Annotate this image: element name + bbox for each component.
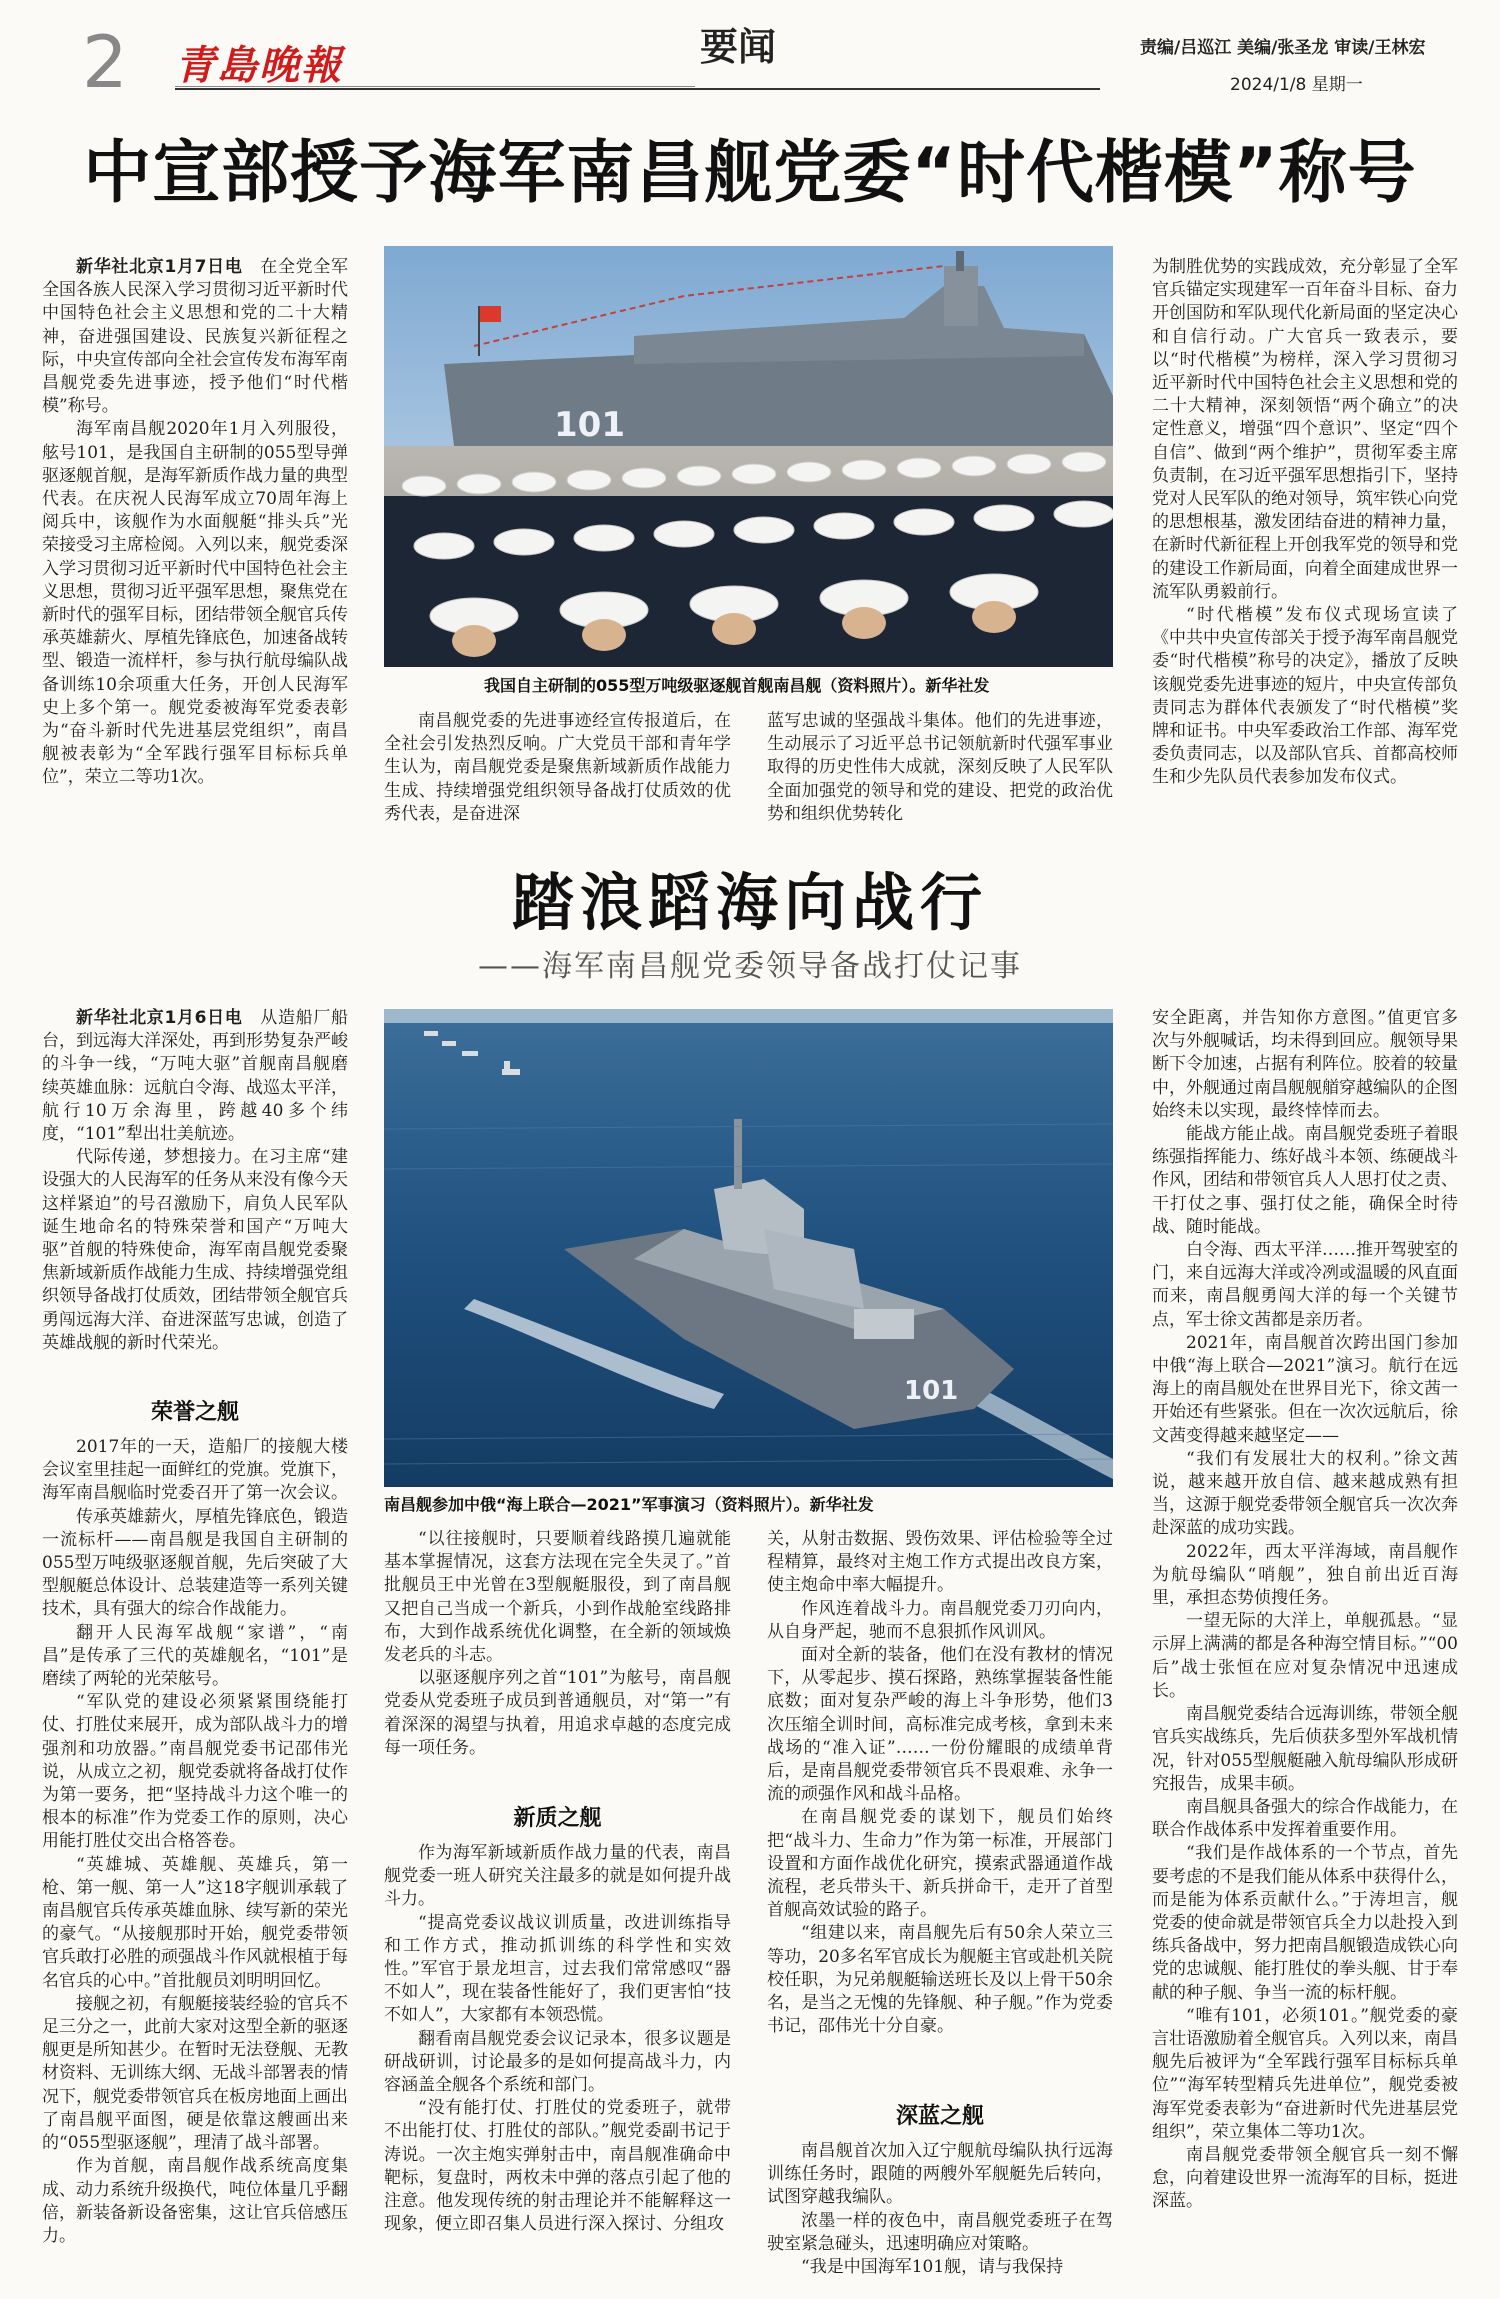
article2-paragraph: 翻看南昌舰党委会议记录本，很多议题是研战研训，讨论最多的是如何提高战斗力，内容涵盖全舰各个系统和部门。 — [384, 2028, 731, 2096]
page-number: 2 — [82, 20, 128, 104]
article2-paragraph: 2022年，西太平洋海域，南昌舰作为航母编队“哨舰”，独自前出近百海里，承担态势侦搜任务。 — [1152, 1541, 1458, 1609]
article2-paragraph: “提高党委议战议训质量，改进训练指导和工作方式，推动抓训练的科学性和实效性。”军官于景龙坦言，过去我们常常感叹“器不如人”，现在装备性能好了，我们更害怕“技不如人”，大家都有本领恐慌。 — [384, 1912, 731, 2026]
article2-paragraph: “军队党的建设必须紧紧围绕能打仗、打胜仗来展开，成为部队战斗力的增强剂和功放器。”南昌舰党委书记邵伟光说，从成立之初，舰党委就将备战打仗作为第一要务，把“坚持战斗力这个唯一的根本的标准”作为党委工作的原则，决心用能打胜仗交出合格答卷。 — [42, 1692, 348, 1852]
newspaper-logo: 青島晚報 — [175, 42, 343, 89]
article2-paragraph: 白令海、西太平洋……推开驾驶室的门，来自远海大洋或冷冽或温暖的风直面而来，南昌舰勇闯大洋的每一个关键节点，军士徐文茜都是亲历者。 — [1152, 1240, 1458, 1330]
header-rule — [175, 88, 1100, 90]
section-title: 要闻 — [700, 25, 777, 69]
feature-headline: 踏浪蹈海向战行 — [511, 866, 988, 939]
subhead-new-quality: 新质之舰 — [513, 1806, 602, 1831]
photo1-caption: 我国自主研制的055型万吨级驱逐舰首舰南昌舰（资料照片）。新华社发 — [484, 676, 990, 695]
article1-column-2 — [384, 710, 731, 838]
article1-dateline: 新华社北京1月7日电 — [76, 257, 243, 277]
article2-paragraph: 传承英雄薪火，厚植先锋底色，锻造一流标杆——南昌舰是我国自主研制的055型万吨级驱逐舰首舰，先后突破了大型舰艇总体设计、总装建造等一系列关键技术，具有强大的综合作战能力。 — [42, 1506, 348, 1620]
article2-paragraph: 安全距离，并告知你方意图。”值更官多次与外舰喊话，均未得到回应。舰领导果断下令加速，占据有利阵位。胶着的较量中，外舰通过南昌舰舰艏穿越编队的企图始终未以实现，最终悻悻而去。 — [1152, 1008, 1458, 1121]
article2-paragraph: “唯有101，必须101。”舰党委的豪言壮语激励着全舰官兵。入列以来，南昌舰先后被评为“全军践行强军目标标兵单位”“海军转型精兵先进单位”，舰党委被海军党委表彰为“奋进新时代先进基层党组织”，荣立集体二等功1次。 — [1152, 2005, 1458, 2142]
article2-paragraph: “我们有发展壮大的权利。”徐文茜说，越来越开放自信、越来越成熟有担当，这源于舰党委带领全舰官兵一次次奔赴深蓝的成功实践。 — [1152, 1448, 1458, 1539]
article1-column-3 — [767, 710, 1113, 838]
article2-column-1 — [42, 1436, 348, 2294]
article2-paragraph: 翻开人民海军战舰“家谱”，“南昌”是传承了三代的英雄舰名，“101”是磨续了两轮的光荣舷号。 — [42, 1622, 348, 1690]
article2-column-1-intro — [42, 1007, 348, 1385]
article1-paragraph: 海军南昌舰2020年1月入列服役，舷号101，是我国自主研制的055型导弹驱逐舰首舰，是海军新质作战力量的典型代表。在庆祝人民海军成立70周年海上阅兵中，该舰作为水面舰艇“排头兵”光荣接受习主席检阅。入列以来，舰党委深入学习贯彻习近平新时代中国特色社会主义思想，贯彻习近平强军思想，聚焦党在新时代的强军目标，团结带领全舰官兵传承英雄薪火、厚植先锋底色，加速备战转型、锻造一流样杆，参与执行航母编队战备训练10余项重大任务，开创人民海军史上多个第一。舰党委被海军党委表彰为“奋斗新时代先进基层党组织”，南昌舰被表彰为“全军践行强军目标标兵单位”，荣立二等功1次。 — [42, 419, 348, 788]
article2-paragraph: “我们是作战体系的一个节点，首先要考虑的不是我们能从体系中获得什么，而是能为体系贡献什么。”于涛坦言，舰党委的使命就是带领官兵全力以赴投入到练兵备战中，努力把南昌舰锻造成铁心向党的忠诚舰、能打胜仗的拳头舰、甘于奉献的种子舰、争当一流的标杆舰。 — [1152, 1843, 1458, 2003]
article2-column-4 — [1152, 1007, 1458, 2294]
article2-paragraph: 以驱逐舰序列之首“101”为舷号，南昌舰党委从党委班子成员到普通舰员，对“第一”有着深深的渴望与执着，用追求卓越的态度完成每一项任务。 — [384, 1668, 731, 1758]
article2-paragraph: 南昌舰具备强大的综合作战能力，在联合作战体系中发挥着重要作用。 — [1152, 1796, 1458, 1841]
feature-subheadline: ——海军南昌舰党委领导备战打仗记事 — [478, 949, 1022, 984]
photo-nanchang-ship-sailors — [384, 246, 1113, 667]
article2-paragraph: 接舰之初，有舰艇接装经验的官兵不足三分之一，此前大家对这型全新的驱逐舰更是所知甚少。在暂时无法登舰、无教材资料、无训练大纲、无战斗部署表的情况下，舰党委带领官兵在板房地面上画出了南昌舰平面图，硬是依靠这艘画出来的“055型驱逐舰”，理清了战斗部署。 — [42, 1993, 348, 2154]
editor-credits: 责编/吕巡江 美编/张圣龙 审读/王林宏 — [1140, 38, 1426, 58]
article2-paragraph: 作为首舰，南昌舰作战系统高度集成、动力系统升级换代，吨位体量几乎翻倍，新装备新设备密集，这让官兵倍感压力。 — [42, 2156, 348, 2246]
article2-paragraph: 南昌舰党委结合远海训练，带领全舰官兵实战练兵，先后侦获多型外军战机情况，针对055型舰艇融入航母编队形成研究报告，成果丰硕。 — [1152, 1704, 1458, 1794]
article2-paragraph: 2021年，南昌舰首次跨出国门参加中俄“海上联合—2021”演习。航行在远海上的南昌舰处在世界目光下，徐文茜一开始还有些紧张。但在一次次远航后，徐文茜变得越来越坚定—— — [1152, 1332, 1458, 1446]
article2-paragraph: 能战方能止战。南昌舰党委班子着眼练强指挥能力、练好战斗本领、练硬战斗作风，团结和带领官兵人人思打仗之责、干打仗之事、强打仗之能，确保全时待战、随时能战。 — [1152, 1124, 1458, 1237]
svg-text:101: 101 — [554, 405, 625, 445]
article1-paragraph: “时代楷模”发布仪式现场宣读了《中共中央宣传部关于授予海军南昌舰党委“时代楷模”称号的决定》，播放了反映该舰党委先进事迹的短片，中央宣传部负责同志为群体代表颁发了“时代楷模”奖牌和证书。中央军委政治工作部、海军党委负责同志，以及部队官兵、首都高校师生和少先队员代表参加发布仪式。 — [1152, 605, 1458, 788]
article2-paragraph: 在南昌舰党委的谋划下，舰员们始终把“战斗力、生命力”作为第一标准，开展部门设置和方面作战优化研究，摸索武器通道作战流程，老兵带头干、新兵拼命干，走开了首型首舰高效试验的路子。 — [767, 1807, 1113, 1921]
article2-paragraph: 代际传递，梦想接力。在习主席“建设强大的人民海军的任务从来没有像今天这样紧迫”的号召激励下，肩负人民军队诞生地命名的特殊荣誉和国产“万吨大驱”首舰的特殊使命，海军南昌舰党委聚焦新域新质作战能力生成、持续增强党组织领导备战打仗质效，团结带领全舰官兵勇闯远海大洋、奋进深蓝写忠诚，创造了英雄战舰的新时代荣光。 — [42, 1147, 348, 1353]
article1-paragraph: 在全党全军全国各族人民深入学习贯彻习近平新时代中国特色社会主义思想和党的二十大精神，奋进强国建设、民族复兴新征程之际，中央宣传部向全社会宣传发布海军南昌舰党委先进事迹，授予他们“时代楷模”称号。 — [42, 257, 348, 417]
article1-column-4 — [1152, 256, 1458, 842]
subhead-honor: 荣誉之舰 — [150, 1400, 239, 1425]
article2-paragraph: 一望无际的大洋上，单舰孤悬。“显示屏上满满的都是各种海空情目标。”“00后”战士张恒在应对复杂情况中迅速成长。 — [1152, 1611, 1458, 1701]
photo-nanchang-at-sea — [384, 1009, 1113, 1487]
svg-text:101: 101 — [904, 1376, 959, 1406]
article2-column-3-top — [767, 1528, 1113, 2076]
article2-paragraph: 2017年的一天，造船厂的接舰大楼会议室里挂起一面鲜红的党旗。党旗下，海军南昌舰临时党委召开了第一次会议。 — [42, 1437, 348, 1504]
article2-column-3 — [767, 2140, 1113, 2294]
article2-paragraph: 南昌舰首次加入辽宁舰航母编队执行远海训练任务时，跟随的两艘外军舰艇先后转向，试图穿越我编队。 — [767, 2141, 1113, 2208]
article1-column-1 — [42, 256, 348, 842]
article2-paragraph: 作风连着战斗力。南昌舰党委刀刃向内，从自身严起，驰而不息狠抓作风训风。 — [767, 1598, 1113, 1642]
article1-paragraph: 为制胜优势的实践成效，充分彰显了全军官兵锚定实现建军一百年奋斗目标、奋力开创国防和军队现代化新局面的坚定决心和自信行动。广大官兵一致表示，要以“时代楷模”为榜样，深入学习贯彻习近平新时代中国特色社会主义思想和党的二十大精神，深刻领悟“两个确立”的决定性意义，增强“四个意识”、坚定“四个自信”、做到“两个维护”，贯彻军委主席负责制，在习近平强军思想指引下，坚持党对人民军队的绝对领导，筑牢铁心向党的思想根基，激发团结奋进的精神力量，在新时代新征程上开创我军党的领导和党的建设工作新局面，向着全面建成世界一流军队勇毅前行。 — [1152, 257, 1458, 602]
article1-paragraph: 南昌舰党委的先进事迹经宣传报道后，在全社会引发热烈反响。广大党员干部和青年学生认为，南昌舰党委是聚焦新域新质作战能力生成、持续增强党组织领导备战打仗质效的优秀代表，是奋进深 — [384, 711, 731, 824]
article2-column-2 — [384, 1842, 731, 2294]
article2-paragraph: “以往接舰时，只要顺着线路摸几遍就能基本掌握情况，这套方法现在完全失灵了。”首批舰员王中光曾在3型舰艇服役，到了南昌舰又把自己当成一个新兵，小到作战舱室线路排布，大到作战系统优化调整，在全新的领域焕发老兵的斗志。 — [384, 1529, 731, 1666]
photo2-caption: 南昌舰参加中俄“海上联合—2021”军事演习（资料照片）。新华社发 — [384, 1495, 874, 1514]
header-rule-left — [175, 86, 695, 87]
article2-paragraph: “组建以来，南昌舰先后有50余人荣立三等功，20多名军官成长为舰艇主官或赴机关院校任职，为兄弟舰艇输送班长及以上骨干50余名，是当之无愧的先锋舰、种子舰。”作为党委书记，邵伟光十分自豪。 — [767, 1923, 1113, 2037]
article2-paragraph: 南昌舰党委带领全舰官兵一刻不懈怠，向着建设世界一流海军的目标，挺进深蓝。 — [1152, 2144, 1458, 2212]
article2-paragraph: “我是中国海军101舰，请与我保持 — [801, 2257, 1064, 2278]
article2-paragraph: “没有能打仗、打胜仗的党委班子，就带不出能打仗、打胜仗的部队。”舰党委副书记于涛说。一次主炮实弹射击中，南昌舰准确命中靶标，复盘时，两枚未中弹的落点引起了他的注意。他发现传统的射击理论并不能解释这一现象，便立即召集人员进行深入探讨、分组攻 — [384, 2098, 731, 2235]
article2-paragraph: 浓墨一样的夜色中，南昌舰党委班子在驾驶室紧急碰头，迅速明确应对策略。 — [767, 2210, 1113, 2254]
article2-column-2-top — [384, 1528, 731, 1778]
article2-paragraph: “英雄城、英雄舰、英雄兵，第一枪、第一舰、第一人”这18字舰训承载了南昌舰官兵传承英雄血脉、续写新的荣光的豪气。“从接舰那时开始，舰党委带领官兵敢打必胜的顽强战斗作风就根植于每名官兵的心中。”首批舰员刘明明回忆。 — [42, 1854, 348, 1991]
main-headline: 中宣部授予海军南昌舰党委“时代楷模”称号 — [83, 134, 1417, 213]
article2-dateline: 新华社北京1月6日电 — [76, 1008, 243, 1028]
article2-paragraph: 面对全新的装备，他们在没有教材的情况下，从零起步、摸石探路，熟练掌握装备性能底数；面对复杂严峻的海上斗争形势，他们3次压缩全训时间，高标准完成考核，拿到未来战场的“准入证”……一份份耀眼的成绩单背后，是南昌舰党委带领官兵不畏艰难、永争一流的顽强作风和战斗品格。 — [767, 1645, 1113, 1805]
subhead-deep-blue: 深蓝之舰 — [895, 2104, 984, 2129]
article2-paragraph: 从造船厂船台，到远海大洋深处，再到形势复杂严峻的斗争一线，“万吨大驱”首舰南昌舰磨续英雄血脉：远航白令海、战巡太平洋，航行10万余海里，跨越40多个纬度，“101”犁出壮美航迹。 — [42, 1008, 348, 1145]
issue-date: 2024/1/8 星期一 — [1230, 75, 1363, 95]
article2-paragraph: 关，从射击数据、毁伤效果、评估检验等全过程精算，最终对主炮工作方式提出改良方案，使主炮命中率大幅提升。 — [767, 1529, 1113, 1596]
article1-paragraph: 蓝写忠诚的坚强战斗集体。他们的先进事迹，生动展示了习近平总书记领航新时代强军事业取得的历史性伟大成就，深刻反映了人民军队全面加强党的领导和党的建设、把党的政治优势和组织优势转化 — [767, 711, 1113, 824]
article2-paragraph: 作为海军新域新质作战力量的代表，南昌舰党委一班人研究关注最多的就是如何提升战斗力。 — [384, 1843, 731, 1910]
